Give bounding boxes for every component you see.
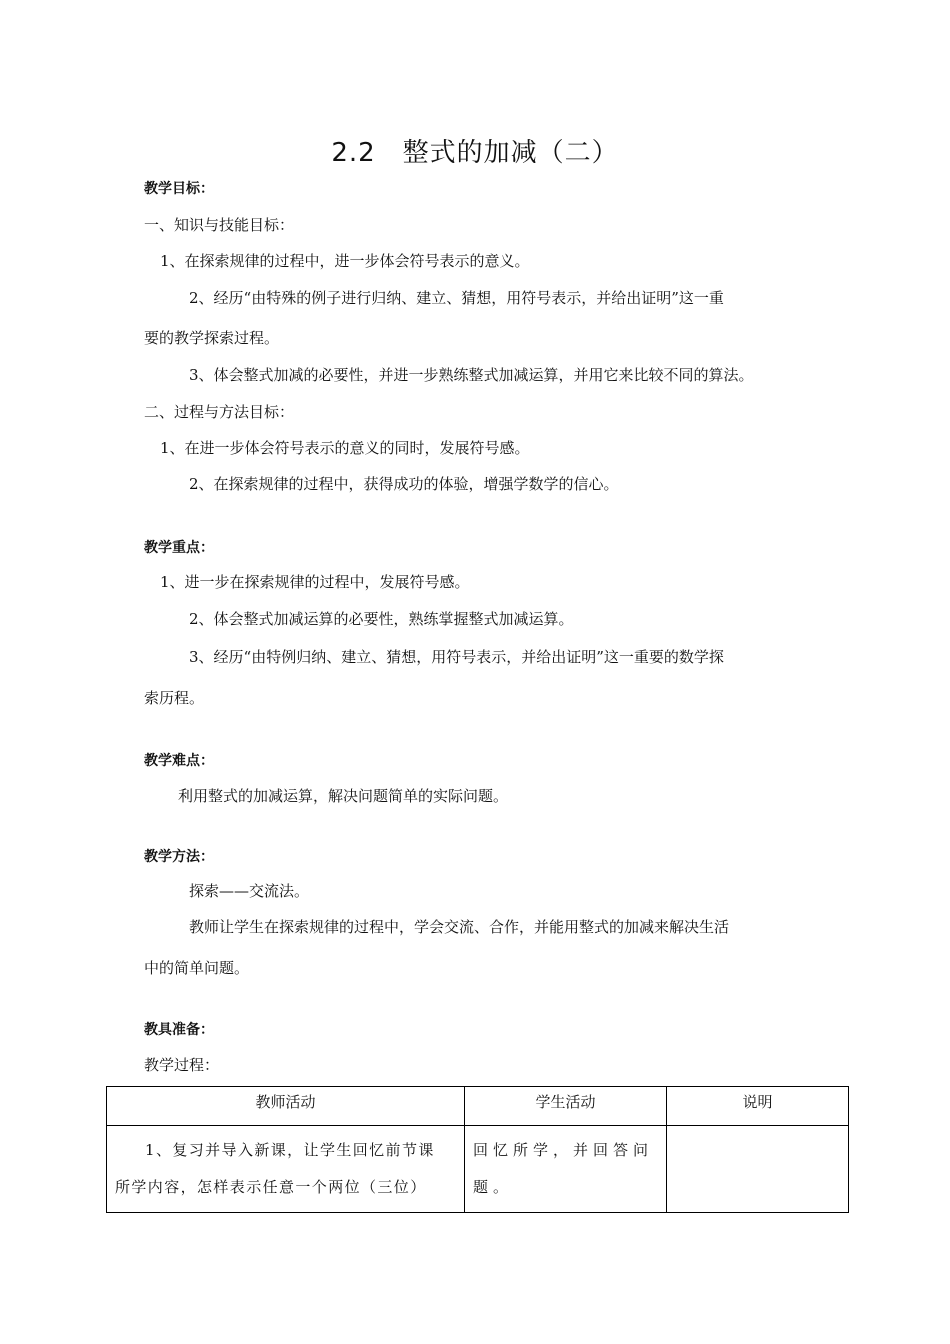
process-heading: 二、过程与方法目标： [144, 403, 295, 421]
methods-line-2b: 中的简单问题。 [144, 959, 250, 977]
teacher-activity-line-2: 所学内容，怎样表示任意一个两位（三位） [115, 1178, 427, 1196]
methods-line-2a: 教师让学生在探索规律的过程中，学会交流、合作，并能用整式的加减来解决生活 [189, 918, 730, 936]
objectives-heading: 教学目标： [144, 181, 214, 197]
key-point-2: 2、体会整式加减运算的必要性，熟练掌握整式加减运算。 [189, 610, 574, 628]
methods-heading: 教学方法： [144, 849, 214, 865]
header-student-activity: 学生活动 [465, 1087, 667, 1126]
key-point-3-line-1: 3、经历“由特例归纳、建立、猜想，用符号表示，并给出证明”这一重要的数学探 [189, 648, 724, 666]
key-point-3-line-2: 索历程。 [144, 689, 205, 707]
student-activity-cell [465, 1126, 667, 1213]
knowledge-item-2-line-1: 2、经历“由特殊的例子进行归纳、建立、猜想，用符号表示，并给出证明”这一重 [189, 289, 724, 307]
student-activity-line-1: 回忆所学，并回答问 [473, 1141, 654, 1159]
preparation-heading: 教具准备： [144, 1022, 214, 1038]
process-item-1: 1、在进一步体会符号表示的意义的同时，发展符号感。 [160, 439, 530, 457]
teacher-activity-line-1: 1、复习并导入新课，让学生回忆前节课 [145, 1141, 435, 1159]
difficulties-text: 利用整式的加减运算，解决问题简单的实际问题。 [178, 787, 509, 805]
knowledge-heading: 一、知识与技能目标： [144, 216, 295, 234]
process-label: 教学过程： [144, 1056, 220, 1074]
lesson-table [106, 1086, 849, 1213]
key-point-1: 1、进一步在探索规律的过程中，发展符号感。 [160, 573, 470, 591]
process-item-2: 2、在探索规律的过程中，获得成功的体验，增强学数学的信心。 [189, 475, 619, 493]
knowledge-item-2-line-2: 要的教学探索过程。 [144, 329, 280, 347]
table-header-row [107, 1087, 849, 1126]
header-notes: 说明 [667, 1087, 849, 1126]
page-title: 2.2 整式的加减（二） [331, 138, 619, 168]
methods-line-1: 探索——交流法。 [189, 882, 310, 900]
knowledge-item-3: 3、体会整式加减的必要性，并进一步熟练整式加减运算，并用它来比较不同的算法。 [189, 366, 754, 384]
table-row [107, 1126, 849, 1213]
difficulties-heading: 教学难点： [144, 753, 214, 769]
teacher-activity-cell [107, 1126, 465, 1213]
student-activity-line-2: 题。 [473, 1178, 514, 1196]
knowledge-item-1: 1、在探索规律的过程中，进一步体会符号表示的意义。 [160, 252, 530, 270]
key-points-heading: 教学重点： [144, 540, 214, 556]
header-teacher-activity: 教师活动 [107, 1087, 465, 1126]
notes-cell [667, 1126, 849, 1213]
